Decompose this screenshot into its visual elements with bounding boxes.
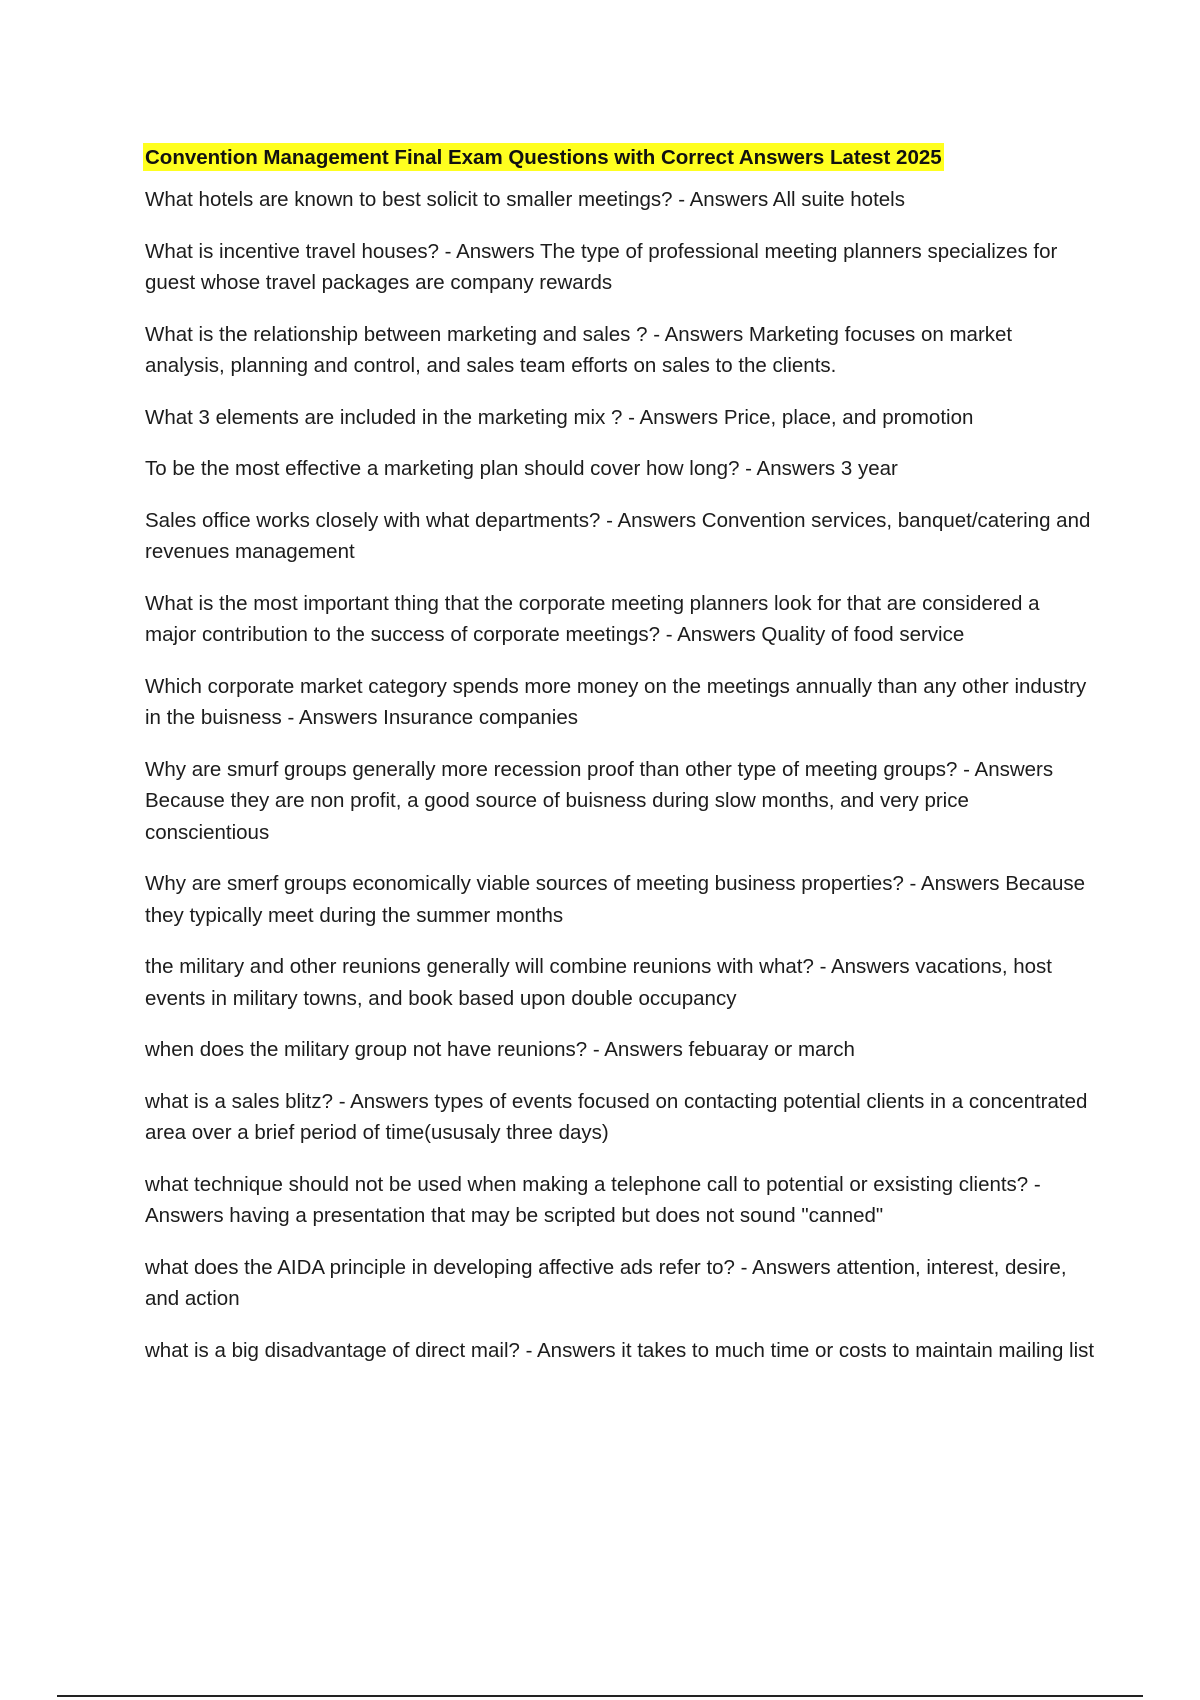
qa-item-8: Which corporate market category spends more money on the meetings annually than any other industry in the buisness - Answers Insurance companies [145,674,1087,729]
document-page [145,143,1095,1386]
qa-item-3: What is the relationship between marketing and sales ? - Answers Marketing focuses on market analysis, planning and control, and sales team efforts on sales to the clients. [145,322,1013,377]
qa-item-6: Sales office works closely with what departments? - Answers Convention services, banquet/catering and revenues management [145,508,1091,563]
qa-item-11: the military and other reunions generally will combine reunions with what? - Answers vacations, host events in military towns, and book based upon double occupancy [145,955,1053,1010]
qa-item-15: what does the AIDA principle in developing affective ads refer to? - Answers attention, interest, desire, and action [145,1255,1067,1310]
qa-item-1: What hotels are known to best solicit to smaller meetings? - Answers All suite hotels [145,188,905,211]
qa-item-12: when does the military group not have reunions? - Answers febuaray or march [145,1038,855,1061]
qa-list [145,184,1095,1366]
qa-item-10: Why are smerf groups economically viable sources of meeting business properties? - Answers Because they typically meet during the summer months [145,872,1086,927]
qa-item-16: what is a big disadvantage of direct mail? - Answers it takes to much time or costs to maintain mailing list [145,1338,1095,1362]
qa-item-14: what technique should not be used when making a telephone call to potential or exsisting clients? - Answers having a presentation that may be scripted but does not sound "canned" [145,1172,1041,1227]
qa-item-5: To be the most effective a marketing plan should cover how long? - Answers 3 year [145,457,898,480]
qa-item-9: Why are smurf groups generally more recession proof than other type of meeting groups? - Answers Because they are non profit, a good source of buisness during slow months, and very price conscientious [145,757,1054,844]
qa-item-7: What is the most important thing that the corporate meeting planners look for that are considered a major contribution to the success of corporate meetings? - Answers Quality of food service [145,591,1040,646]
document-title: Convention Management Final Exam Questions with Correct Answers Latest 2025 [143,143,944,171]
qa-item-2: What is incentive travel houses? - Answers The type of professional meeting planners specializes for guest whose travel packages are company rewards [145,239,1058,294]
qa-item-13: what is a sales blitz? - Answers types of events focused on contacting potential clients in a concentrated area over a brief period of time(ususaly three days) [145,1089,1088,1144]
qa-item-4: What 3 elements are included in the marketing mix ? - Answers Price, place, and promotion [145,405,974,429]
footer-divider [57,1695,1143,1697]
